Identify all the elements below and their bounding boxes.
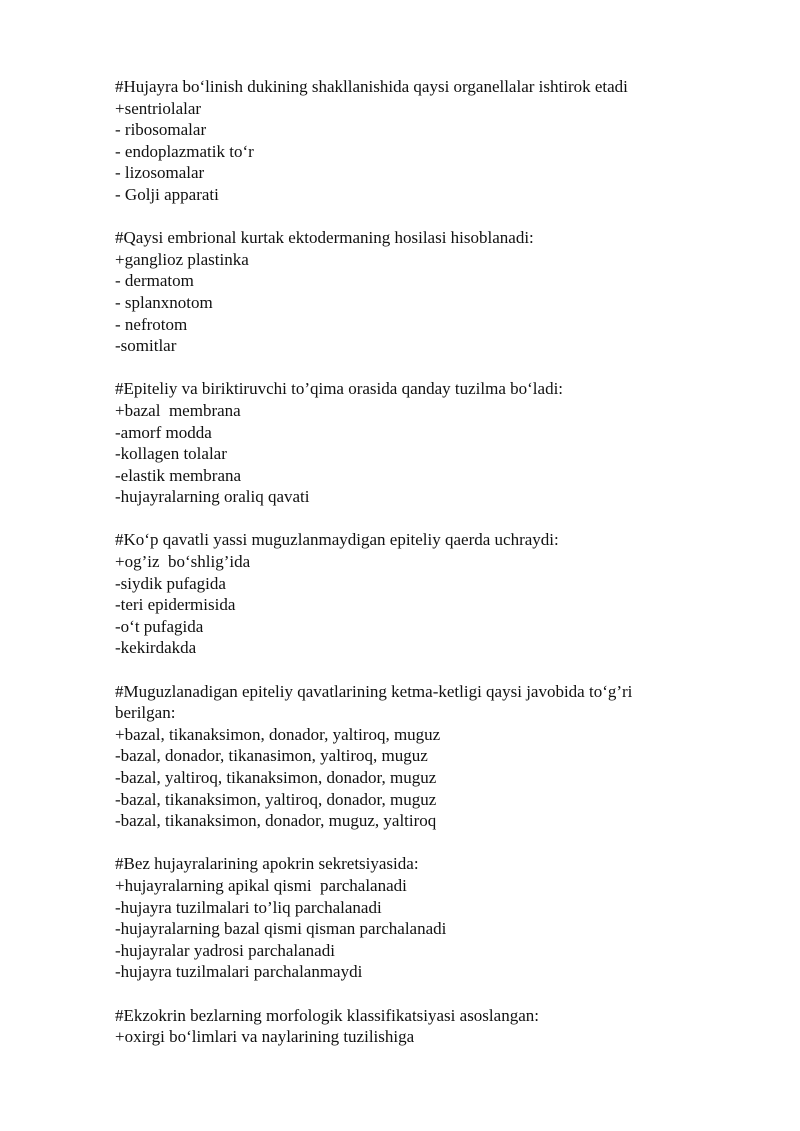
- answer-option: - endoplazmatik to‘r: [115, 141, 254, 161]
- answer-option: -siydik pufagida: [115, 573, 226, 593]
- answer-option: -hujayralar yadrosi parchalanadi: [115, 940, 335, 960]
- correct-answer: +bazal, tikanaksimon, donador, yaltiroq, muguz: [115, 724, 441, 744]
- answer-option: - ribosomalar: [115, 120, 207, 140]
- answer-option: -somitlar: [115, 336, 177, 356]
- answer-option: - lizosomalar: [115, 163, 205, 183]
- answer-option: -hujayra tuzilmalari parchalanmaydi: [115, 962, 363, 982]
- answer-option: -elastik membrana: [115, 465, 242, 485]
- question-text: #Ko‘p qavatli yassi muguzlanmaydigan epiteliy qaerda uchraydi:: [115, 530, 559, 550]
- correct-answer: +hujayralarning apikal qismi parchalanadi: [115, 875, 407, 895]
- question-text: #Hujayra bo‘linish dukining shakllanishida qaysi organellalar ishtirok etadi: [115, 77, 628, 96]
- correct-answer: +og’iz bo‘shlig’ida: [115, 552, 251, 572]
- question-text-continued: berilgan:: [115, 703, 176, 723]
- question-text: #Muguzlanadigan epiteliy qavatlarining ketma-ketligi qaysi javobida to‘g’ri: [115, 681, 633, 701]
- answer-option: -kollagen tolalar: [115, 444, 227, 464]
- answer-option: -bazal, yaltiroq, tikanaksimon, donador, muguz: [115, 768, 437, 787]
- answer-option: -hujayralarning bazal qismi qisman parchalanadi: [115, 919, 447, 939]
- correct-answer: +oxirgi bo‘limlari va naylarining tuzilishiga: [115, 1027, 415, 1047]
- question-text: #Qaysi embrional kurtak ektodermaning hosilasi hisoblanadi:: [115, 228, 534, 248]
- answer-option: - nefrotom: [115, 314, 188, 334]
- question-block: [115, 1005, 715, 1048]
- answer-option: - splanxnotom: [115, 292, 213, 312]
- question-block: [115, 378, 715, 508]
- correct-answer: +ganglioz plastinka: [115, 249, 249, 269]
- question-text: #Bez hujayralarining apokrin sekretsiyasida:: [115, 854, 419, 874]
- answer-option: -hujayra tuzilmalari to’liq parchalanadi: [115, 897, 382, 917]
- answer-option: -bazal, donador, tikanasimon, yaltiroq, muguz: [115, 746, 428, 766]
- question-text: #Epiteliy va biriktiruvchi to’qima orasida qanday tuzilma bo‘ladi:: [115, 379, 564, 399]
- answer-option: -teri epidermisida: [115, 595, 236, 615]
- question-block: [115, 681, 715, 832]
- answer-option: -o‘t pufagida: [115, 616, 204, 636]
- question-block: [115, 529, 715, 659]
- answer-option: -amorf modda: [115, 422, 212, 442]
- answer-option: -hujayralarning oraliq qavati: [115, 487, 310, 507]
- question-block: [115, 853, 715, 983]
- document-page: [115, 76, 715, 1069]
- answer-option: -bazal, tikanaksimon, yaltiroq, donador, muguz: [115, 789, 437, 809]
- correct-answer: +bazal membrana: [115, 400, 241, 420]
- answer-option: - dermatom: [115, 271, 194, 291]
- correct-answer: +sentriolalar: [115, 98, 202, 118]
- answer-option: - Golji apparati: [115, 184, 219, 204]
- question-block: [115, 76, 715, 206]
- question-text: #Ekzokrin bezlarning morfologik klassifikatsiyasi asoslangan:: [115, 1005, 539, 1025]
- answer-option: -kekirdakda: [115, 638, 197, 658]
- question-block: [115, 227, 715, 357]
- answer-option: -bazal, tikanaksimon, donador, muguz, yaltiroq: [115, 811, 437, 831]
